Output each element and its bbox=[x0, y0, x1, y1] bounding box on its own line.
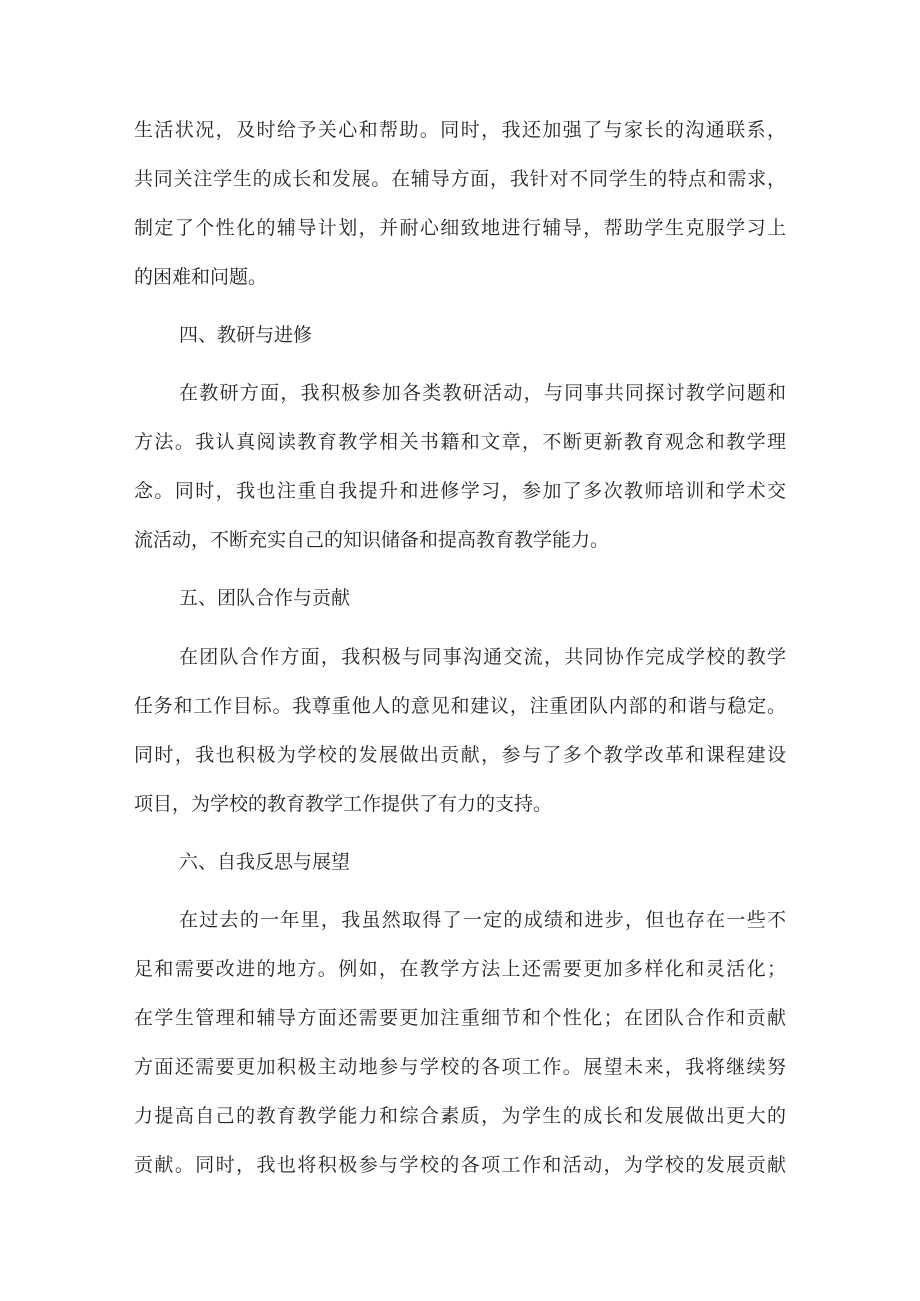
paragraph-4-line-5: 力提高自己的教育教学能力和综合素质，为学生的成长和发展做出更大的 bbox=[134, 1105, 786, 1127]
paragraph-1-line-2: 共同关注学生的成长和发展。在辅导方面，我针对不同学生的特点和需求， bbox=[134, 168, 786, 190]
paragraph-4-line-3: 在学生管理和辅导方面还需要更加注重细节和个性化；在团队合作和贡献 bbox=[134, 1007, 786, 1029]
paragraph-2-line-1: 在教研方面，我积极参加各类教研活动，与同事共同探讨教学问题和 bbox=[179, 382, 786, 404]
paragraph-2-line-4: 流活动，不断充实自己的知识储备和提高教育教学能力。 bbox=[134, 529, 610, 551]
paragraph-2-line-2: 方法。我认真阅读教育教学相关书籍和文章，不断更新教育观念和教学理 bbox=[134, 431, 786, 453]
paragraph-3-line-2: 任务和工作目标。我尊重他人的意见和建议，注重团队内部的和谐与稳定。 bbox=[134, 695, 786, 717]
section-heading-4: 四、教研与进修 bbox=[179, 324, 313, 346]
paragraph-4-line-6: 贡献。同时，我也将积极参与学校的各项工作和活动，为学校的发展贡献 bbox=[134, 1154, 786, 1176]
paragraph-1-line-4: 的困难和问题。 bbox=[134, 266, 268, 288]
paragraph-3-line-1: 在团队合作方面，我积极与同事沟通交流，共同协作完成学校的教学 bbox=[179, 646, 786, 668]
paragraph-4-line-4: 方面还需要更加积极主动地参与学校的各项工作。展望未来，我将继续努 bbox=[134, 1056, 786, 1078]
paragraph-1-line-3: 制定了个性化的辅导计划，并耐心细致地进行辅导，帮助学生克服学习上 bbox=[134, 217, 786, 239]
paragraph-4-line-2: 足和需要改进的地方。例如，在教学方法上还需要更加多样化和灵活化； bbox=[134, 958, 786, 980]
paragraph-3-line-3: 同时，我也积极为学校的发展做出贡献，参与了多个教学改革和课程建设 bbox=[134, 744, 786, 766]
paragraph-3-line-4: 项目，为学校的教育教学工作提供了有力的支持。 bbox=[134, 793, 553, 815]
section-heading-5: 五、团队合作与贡献 bbox=[179, 587, 351, 609]
section-heading-6: 六、自我反思与展望 bbox=[179, 851, 351, 873]
paragraph-1-line-1: 生活状况，及时给予关心和帮助。同时，我还加强了与家长的沟通联系， bbox=[134, 119, 786, 141]
paragraph-4-line-1: 在过去的一年里，我虽然取得了一定的成绩和进步，但也存在一些不 bbox=[179, 909, 786, 931]
paragraph-2-line-3: 念。同时，我也注重自我提升和进修学习，参加了多次教师培训和学术交 bbox=[134, 480, 786, 502]
